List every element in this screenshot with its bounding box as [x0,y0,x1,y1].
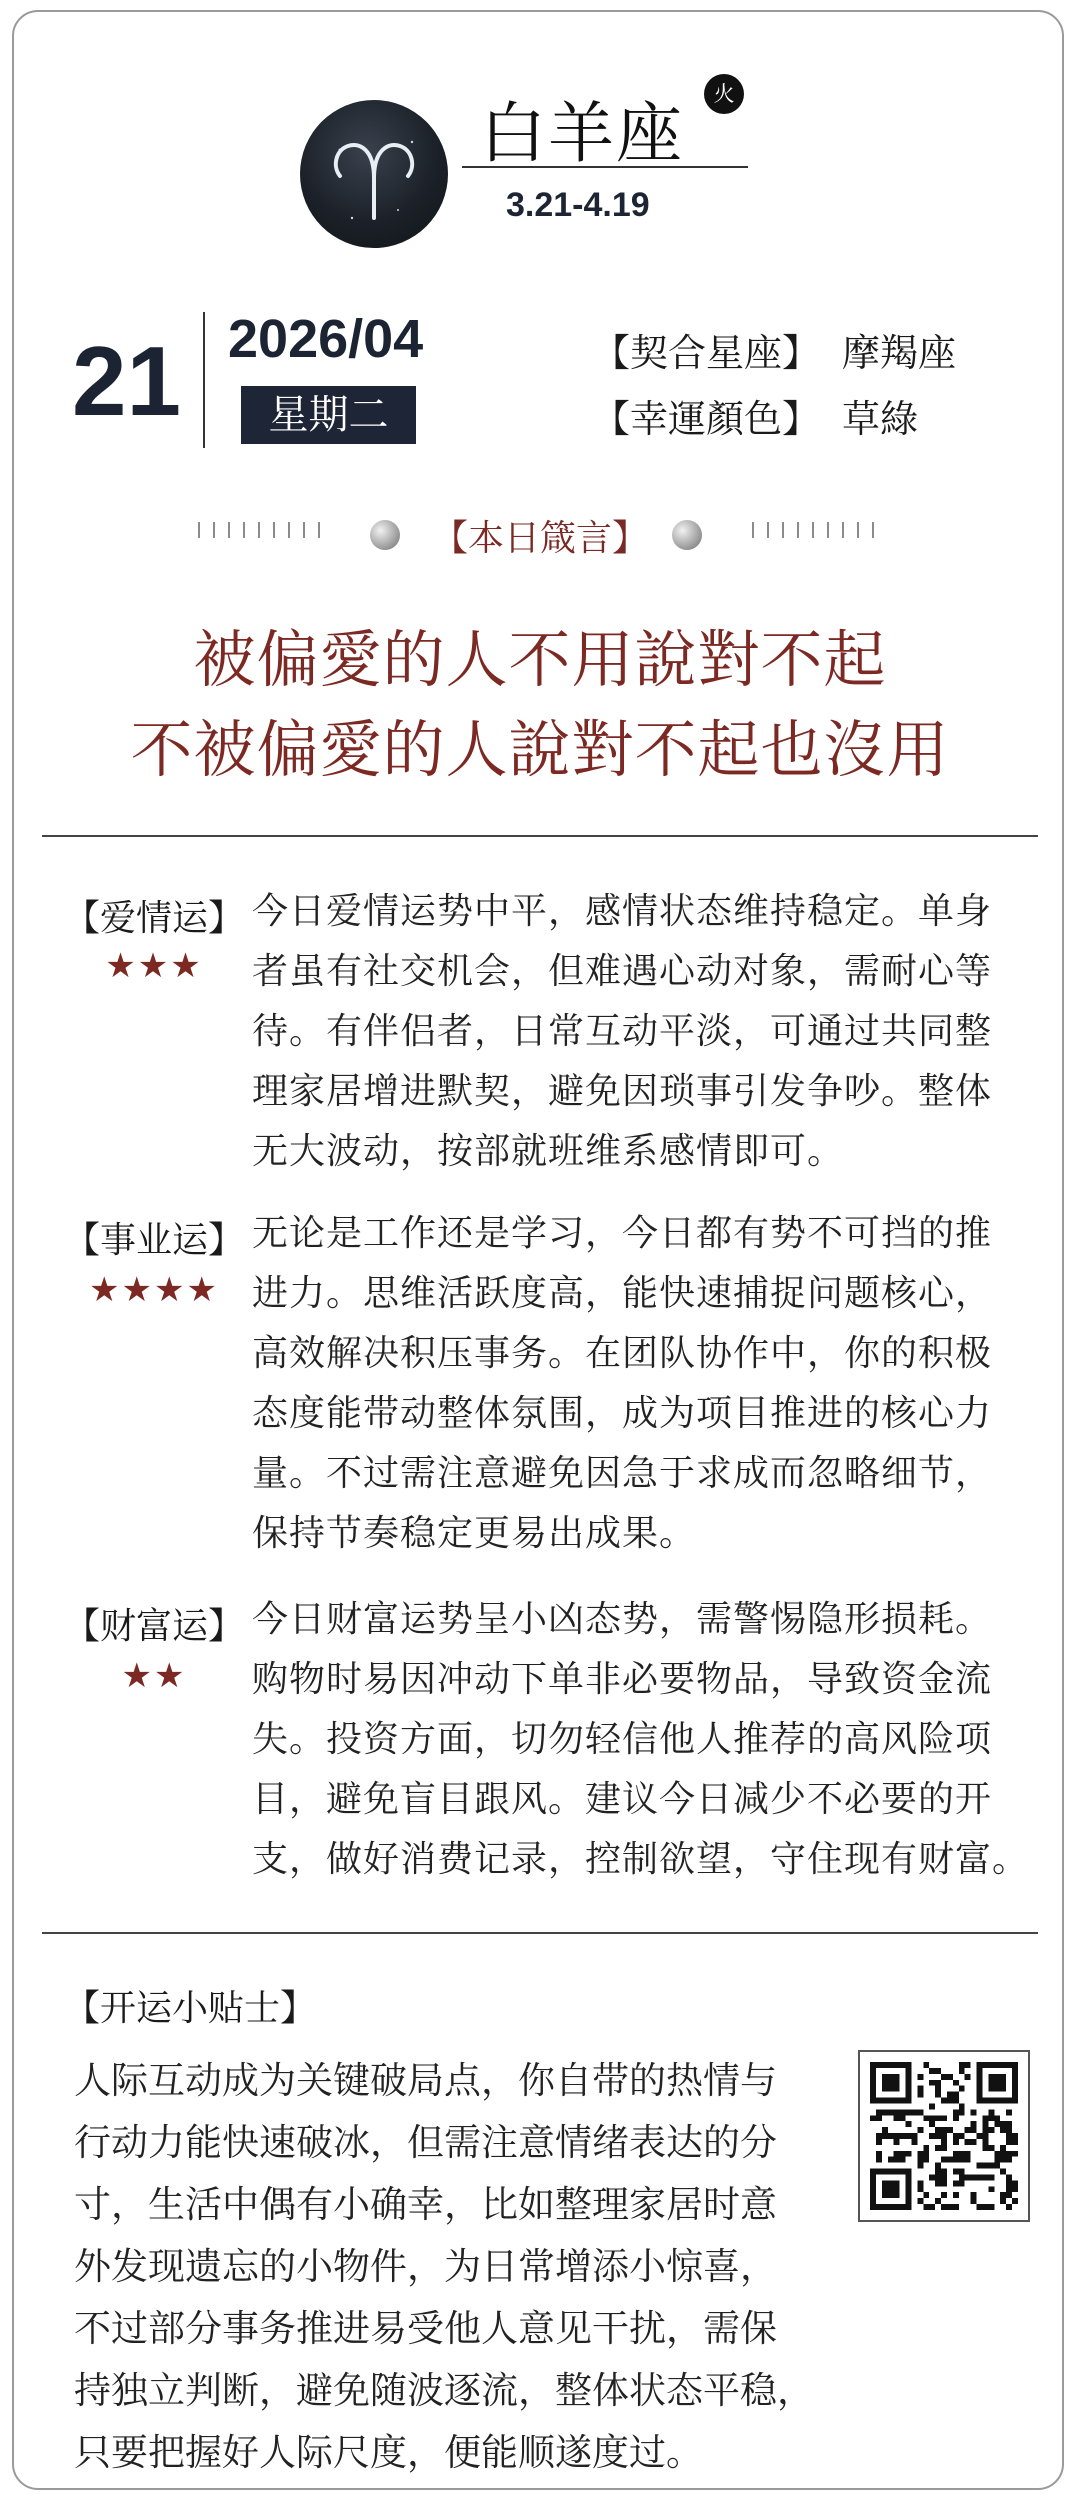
section-divider [42,1932,1038,1934]
tips-text [74,2050,834,2484]
tick-decoration-right [752,522,882,538]
title-underline [462,166,748,168]
text-line: 保持节奏稳定更易出成果。 [252,1513,697,1554]
sign-name: 白羊座 [480,95,684,172]
text-line: 今日财富运势呈小凶态势，需警惕隐形损耗。 [252,1599,993,1640]
text-line: 者虽有社交机会，但难遇心动对象，需耐心等 [252,951,993,992]
date-divider [203,312,205,448]
wealth-fortune-text [252,1590,1042,1890]
lucky-color-value: 草綠 [842,397,919,441]
text-line: 进力。思维活跃度高，能快速捕捉问题核心， [252,1273,993,1314]
text-line: 今日爱情运势中平，感情状态维持稳定。单身 [252,891,993,932]
text-line: 不过部分事务推进易受他人意见干扰，需保 [74,2307,777,2350]
text-line: 行动力能快速破冰，但需注意情绪表达的分 [74,2121,777,2164]
moon-icon [672,520,702,550]
aries-symbol-icon [300,100,448,248]
tips-title: 【开运小贴士】 [64,1988,317,2029]
compatible-sign-value: 摩羯座 [842,331,957,375]
career-fortune-label: 【事业运】 [64,1220,245,1261]
lucky-color-label: 【幸運顏色】 [592,397,821,441]
year-month: 2026/04 [228,309,424,369]
text-line: 待。有伴侣者，日常互动平淡，可通过共同整 [252,1011,993,1052]
career-fortune-stars: ★★★★ [89,1270,219,1310]
text-line: 持独立判断，避免随波逐流，整体状态平稳， [74,2369,814,2412]
compatible-sign-row [592,322,956,377]
sign-date-range: 3.21-4.19 [506,186,650,224]
wealth-fortune-stars: ★★ [121,1656,187,1696]
text-line: 寸，生活中偶有小确幸，比如整理家居时意 [74,2183,777,2226]
career-fortune-text [252,1204,1042,1564]
motto-line-1: 被偏愛的人不用說對不起 [193,623,887,696]
text-line: 失。投资方面，切勿轻信他人推荐的高风险项 [252,1719,993,1760]
moon-icon [370,520,400,550]
text-line: 量。不过需注意避免因急于求成而忽略细节， [252,1453,993,1494]
element-badge: 火 [704,74,744,114]
text-line: 支，做好消费记录，控制欲望，守住现有财富。 [252,1839,1030,1880]
love-fortune-text [252,882,1042,1182]
text-line: 高效解决积压事务。在团队协作中，你的积极 [252,1333,993,1374]
text-line: 外发现遗忘的小物件，为日常增添小惊喜， [74,2245,777,2288]
lucky-color-row [592,388,918,443]
love-fortune-stars: ★★★ [105,946,203,986]
motto-label: 【本日箴言】 [432,518,649,559]
text-line: 理家居增进默契，避免因琐事引发争吵。整体 [252,1071,993,1112]
text-line: 态度能带动整体氛围，成为项目推进的核心力 [252,1393,993,1434]
wealth-fortune-label: 【财富运】 [64,1606,245,1647]
section-divider [42,835,1038,837]
text-line: 目，避免盲目跟风。建议今日减少不必要的开 [252,1779,993,1820]
tick-decoration-left [198,522,328,538]
love-fortune-label: 【爱情运】 [64,898,245,939]
text-line: 只要把握好人际尺度，便能顺遂度过。 [74,2431,703,2474]
text-line: 无大波动，按部就班维系感情即可。 [252,1131,845,1172]
text-line: 购物时易因冲动下单非必要物品，导致资金流 [252,1659,993,1700]
day-number: 21 [72,326,182,436]
text-line: 无论是工作还是学习，今日都有势不可挡的推 [252,1213,993,1254]
text-line: 人际互动成为关键破局点，你自带的热情与 [74,2059,777,2102]
weekday-badge: 星期二 [241,386,416,444]
compatible-sign-label: 【契合星座】 [592,331,821,375]
qr-code-icon[interactable] [858,2050,1030,2222]
motto-line-2: 不被偏愛的人說對不起也沒用 [130,713,950,786]
